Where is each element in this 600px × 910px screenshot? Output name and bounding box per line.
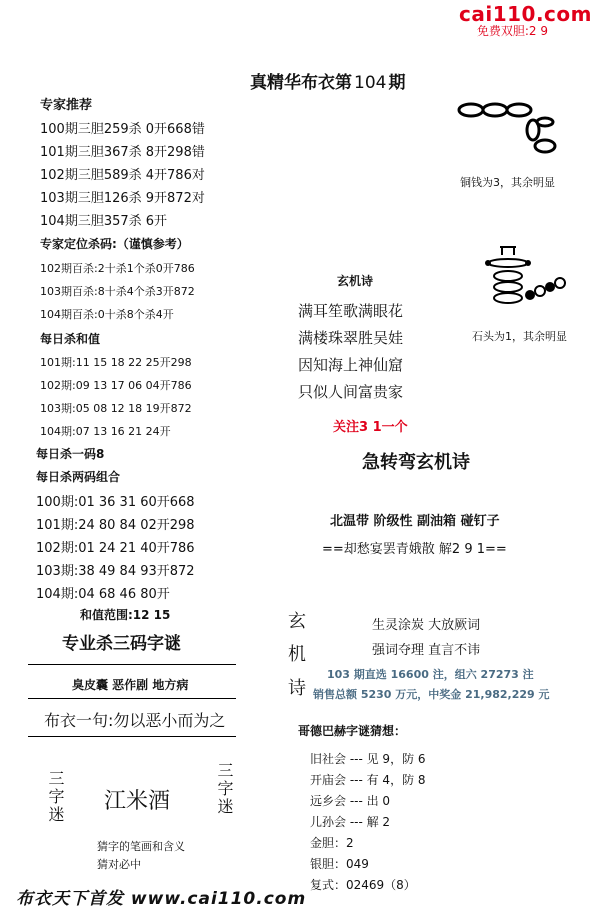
expert-line: 101期三胆367杀 8开298错: [40, 145, 205, 160]
two-code-line: 101期:24 80 84 02开298: [36, 518, 195, 533]
stone-puzzle-icon: [478, 243, 574, 309]
goldbach-line: 远乡会 --- 出 0: [310, 794, 391, 808]
expert-heading: 专家推荐: [40, 98, 93, 113]
goldbach-line: 旧社会 --- 见 9，防 6: [310, 752, 426, 766]
title-issue: 104: [354, 73, 387, 93]
riddle-answer: 江米酒: [104, 789, 171, 814]
poem-line: 只似人间富贵家: [298, 383, 404, 401]
sum-kill-line: 101期:11 15 18 22 25开298: [40, 356, 192, 369]
riddle-right-label: 三字迷: [215, 762, 234, 816]
title-prefix: 真精华布衣第: [250, 73, 352, 93]
goldbach-line: 开庙会 --- 有 4，防 8: [310, 773, 426, 787]
position-kill-heading: 专家定位杀码:（谨慎参考）: [40, 237, 189, 251]
sum-kill-line: 104期:07 13 16 21 24开: [40, 425, 171, 438]
position-kill-line: 104期百杀:0十杀8个杀4开: [40, 308, 174, 321]
three-riddle-title: 专业杀三码字谜: [62, 634, 181, 654]
riddle-hint: 猜字的笔画和含义: [97, 840, 185, 853]
coin-caption: 铜钱为3，其余明显: [460, 176, 555, 189]
site-logo: cai110.com: [459, 2, 592, 26]
riddle-left-label: 三字迷: [46, 770, 65, 824]
title-suffix: 期: [388, 73, 406, 93]
riddle-hint: 猜对必中: [97, 858, 141, 871]
goldbach-heading: 哥德巴赫字谜猜想：: [298, 724, 407, 738]
page-title: [250, 68, 405, 93]
two-code-line: 103期:38 49 84 93开872: [36, 564, 195, 579]
expert-line: 103期三胆126杀 9开872对: [40, 191, 205, 206]
turn-poem-line: 北温带 阶级性 副油箱 碰钉子: [330, 514, 500, 529]
two-code-line: 102期:01 24 21 40开786: [36, 541, 195, 556]
expert-line: 100期三胆259杀 0开668错: [40, 122, 205, 137]
expert-line: 102期三胆589杀 4开786对: [40, 168, 205, 183]
poem-line: 满耳笙歌满眼花: [298, 302, 404, 320]
two-code-line: 104期:04 68 46 80开: [36, 587, 170, 602]
expert-line: 104期三胆357杀 6开: [40, 214, 168, 229]
goldbach-line: 银胆：049: [310, 857, 369, 871]
poem-heading: 玄机诗: [337, 274, 374, 288]
coin-puzzle-icon: [455, 94, 560, 166]
sum-kill-line: 103期:05 08 12 18 19开872: [40, 402, 192, 415]
stone-caption: 石头为1，其余明显: [472, 330, 567, 343]
footer-site-credit: 布衣天下首发 www.cai110.com: [16, 889, 307, 909]
one-code-kill: 每日杀一码8: [36, 447, 105, 461]
sum-range: 和值范围:12 15: [80, 608, 171, 622]
xuanji-char: 诗: [288, 678, 306, 699]
divider: [28, 736, 236, 737]
xuanji-line: 生灵涂炭 大放厥词: [372, 618, 481, 633]
turn-poem-answer: ==却愁宴罢青娥散 解2 9 1==: [322, 542, 507, 557]
two-code-line: 100期:01 36 31 60开668: [36, 495, 195, 510]
position-kill-line: 102期百杀:2十杀1个杀0开786: [40, 262, 195, 275]
sum-kill-heading: 每日杀和值: [40, 332, 101, 346]
xuanji-char: 机: [288, 644, 306, 665]
turn-poem-title: 急转弯玄机诗: [362, 452, 470, 473]
xuanji-line: 强词夺理 直言不讳: [372, 643, 481, 658]
site-overlay-text: 免费双胆:2 9: [476, 24, 548, 38]
goldbach-line: 儿孙会 --- 解 2: [310, 815, 391, 829]
position-kill-line: 103期百杀:8十杀4个杀3开872: [40, 285, 195, 298]
two-code-heading: 每日杀两码组合: [36, 470, 121, 484]
goldbach-line: 金胆：2: [310, 836, 354, 850]
goldbach-line: 复式：02469（8）: [310, 878, 416, 892]
buyi-sentence: 布衣一句:勿以恶小而为之: [44, 711, 226, 730]
lottery-sales-stats: 销售总额 5230 万元，中奖金 21,982,229 元: [313, 688, 550, 701]
divider: [28, 664, 236, 665]
xuanji-char: 玄: [288, 611, 306, 632]
lottery-draw-stats: 103 期直选 16600 注，组六 27273 注: [327, 668, 534, 681]
follow-note: 关注3 1一个: [333, 420, 408, 435]
divider: [28, 698, 236, 699]
poem-line: 满楼珠翠胜吴娃: [298, 329, 404, 347]
three-riddle-text: 臭皮囊 恶作剧 地方病: [72, 678, 189, 692]
poem-line: 因知海上神仙窟: [298, 356, 404, 374]
sum-kill-line: 102期:09 13 17 06 04开786: [40, 379, 192, 392]
